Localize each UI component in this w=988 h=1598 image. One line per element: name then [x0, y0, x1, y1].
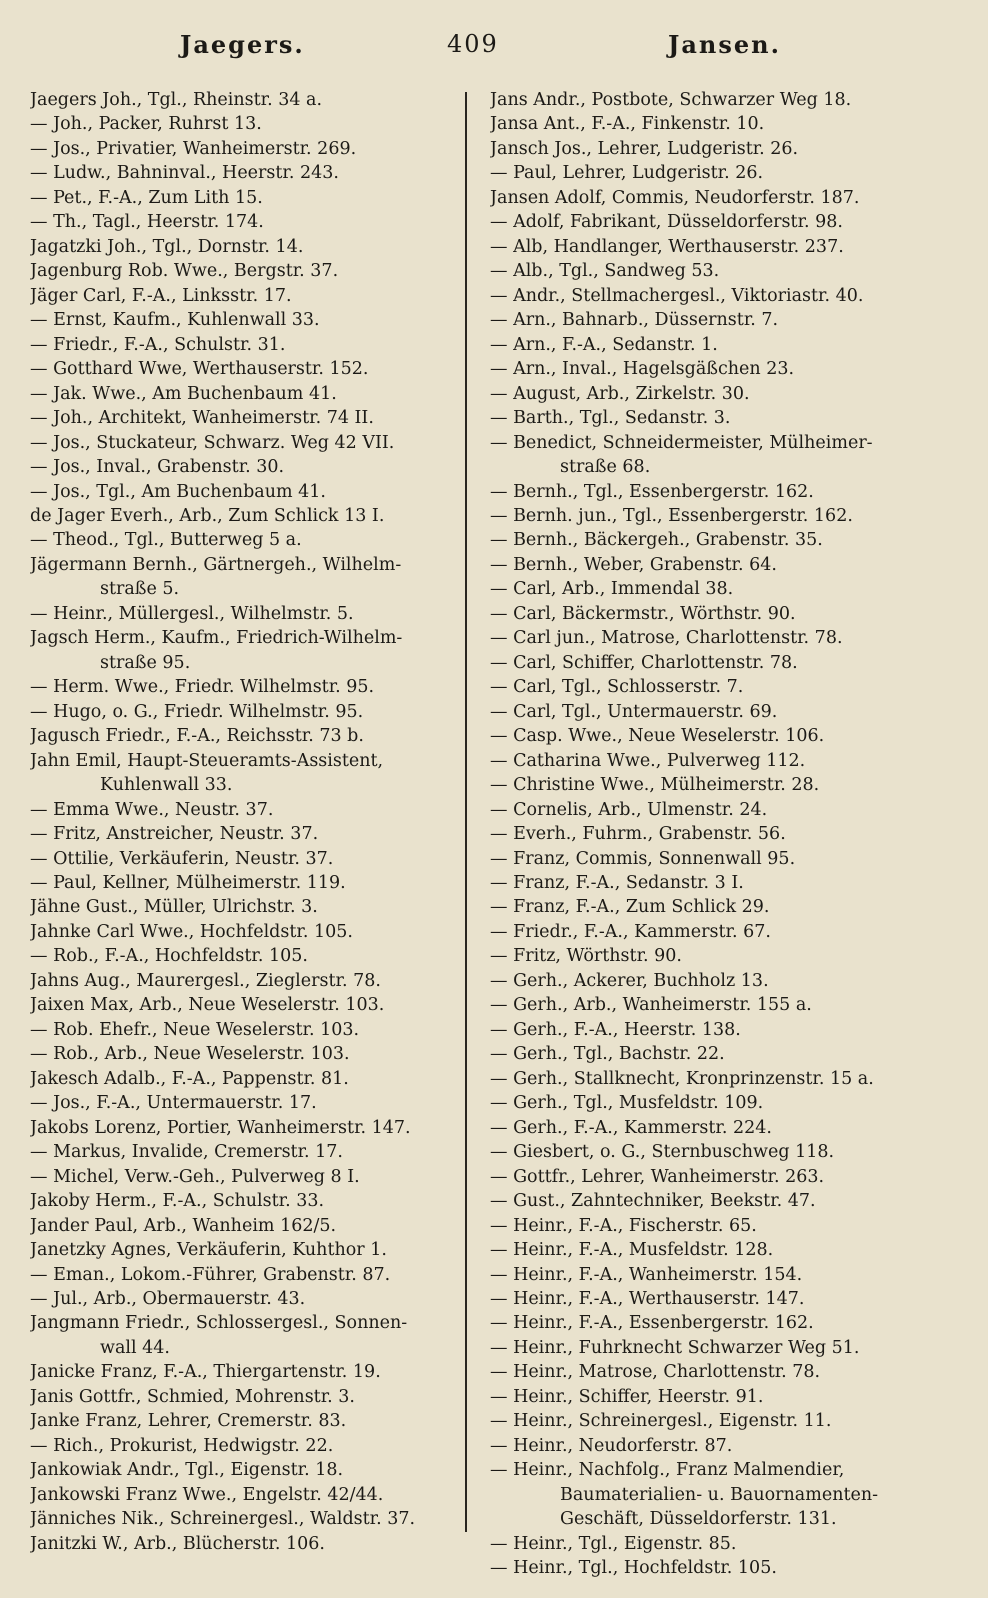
- directory-entry: Jankowski Franz Wwe., Engelstr. 42/44.: [30, 1484, 384, 1505]
- directory-entry: — Cornelis, Arb., Ulmenstr. 24.: [490, 799, 768, 820]
- directory-entry: — Heinr., Neudorferstr. 87.: [490, 1435, 733, 1456]
- directory-entry: — Bernh., Weber, Grabenstr. 64.: [490, 554, 777, 575]
- directory-entry: Janetzky Agnes, Verkäuferin, Kuhthor 1.: [30, 1240, 387, 1261]
- directory-entry: — Paul, Lehrer, Ludgeristr. 26.: [490, 163, 764, 184]
- directory-entry: — Casp. Wwe., Neue Weselerstr. 106.: [490, 726, 825, 747]
- directory-entry: — Jak. Wwe., Am Buchenbaum 41.: [30, 383, 337, 404]
- directory-entry: — Heinr., Tgl., Eigenstr. 85.: [490, 1533, 737, 1554]
- directory-entry: — Heinr., Fuhrknecht Schwarzer Weg 51.: [490, 1337, 860, 1358]
- directory-entry: Jagsch Herm., Kaufm., Friedrich-Wilhelm-: [30, 628, 403, 649]
- directory-entry: Jaegers Joh., Tgl., Rheinstr. 34 a.: [30, 90, 323, 110]
- directory-entry: — Heinr., Schreinergesl., Eigenstr. 11.: [490, 1411, 832, 1432]
- directory-entry: — Ottilie, Verkäuferin, Neustr. 37.: [30, 848, 334, 869]
- directory-entry: — Carl, Tgl., Schlosserstr. 7.: [490, 677, 744, 698]
- directory-entry: — Emma Wwe., Neustr. 37.: [30, 799, 274, 820]
- directory-entry: — Arn., Inval., Hagelsgäßchen 23.: [490, 359, 795, 380]
- directory-entry: Jagusch Friedr., F.-A., Reichsstr. 73 b.: [30, 726, 364, 747]
- directory-entry: — Gerh., F.-A., Heerstr. 138.: [490, 1019, 741, 1040]
- directory-entry: — Arn., Bahnarb., Düssernstr. 7.: [490, 310, 779, 331]
- directory-entry: wall 44.: [100, 1337, 170, 1358]
- directory-entry: Jahns Aug., Maurergesl., Zieglerstr. 78.: [30, 970, 381, 991]
- directory-entry: Janitzki W., Arb., Blücherstr. 106.: [30, 1533, 325, 1554]
- directory-entry: Janis Gottfr., Schmied, Mohrenstr. 3.: [30, 1386, 355, 1407]
- directory-entry: Jansa Ant., F.-A., Finkenstr. 10.: [490, 114, 765, 135]
- directory-entry: — Heinr., F.-A., Fischerstr. 65.: [490, 1215, 757, 1236]
- header-right-name: Jansen.: [668, 30, 781, 59]
- directory-entry: Jangmann Friedr., Schlossergesl., Sonnen-: [30, 1313, 408, 1334]
- directory-entry: — Franz, F.-A., Zum Schlick 29.: [490, 897, 770, 918]
- directory-entry: Jander Paul, Arb., Wanheim 162/5.: [30, 1215, 337, 1236]
- directory-entry: — Gottfr., Lehrer, Wanheimerstr. 263.: [490, 1166, 825, 1187]
- directory-entry: Janke Franz, Lehrer, Cremerstr. 83.: [30, 1411, 347, 1432]
- directory-entry: — Fritz, Anstreicher, Neustr. 37.: [30, 824, 319, 845]
- directory-entry: Jans Andr., Postbote, Schwarzer Weg 18.: [490, 90, 852, 110]
- directory-entry: — Heinr., F.-A., Wanheimerstr. 154.: [490, 1264, 803, 1285]
- directory-entry: — Heinr., F.-A., Musfeldstr. 128.: [490, 1240, 774, 1261]
- directory-entry: — Th., Tagl., Heerstr. 174.: [30, 212, 264, 233]
- right-column: [490, 88, 930, 1581]
- directory-entry: — Arn., F.-A., Sedanstr. 1.: [490, 334, 718, 355]
- directory-entry: — Gerh., Tgl., Bachstr. 22.: [490, 1044, 725, 1065]
- directory-entry: — Gerh., Ackerer, Buchholz 13.: [490, 970, 769, 991]
- directory-entry: — Christine Wwe., Mülheimerstr. 28.: [490, 775, 820, 796]
- directory-entry: — Alb, Handlanger, Werthauserstr. 237.: [490, 236, 844, 257]
- directory-entry: — Franz, Commis, Sonnenwall 95.: [490, 848, 796, 869]
- directory-entry: Jakesch Adalb., F.-A., Pappenstr. 81.: [30, 1068, 349, 1089]
- directory-entry: Jäger Carl, F.-A., Linksstr. 17.: [30, 285, 292, 306]
- directory-entry: — Fritz, Wörthstr. 90.: [490, 946, 682, 967]
- directory-entry: — Carl, Bäckermstr., Wörthstr. 90.: [490, 603, 796, 624]
- directory-entry: — Carl, Tgl., Untermauerstr. 69.: [490, 701, 778, 722]
- directory-entry: — Bernh. jun., Tgl., Essenbergerstr. 162.: [490, 505, 853, 526]
- directory-entry: Jankowiak Andr., Tgl., Eigenstr. 18.: [30, 1460, 344, 1481]
- directory-entry: — Heinr., Tgl., Hochfeldstr. 105.: [490, 1558, 777, 1579]
- directory-entry: — Rob., Arb., Neue Weselerstr. 103.: [30, 1044, 350, 1065]
- directory-entry: straße 68.: [560, 457, 651, 478]
- directory-entry: — Andr., Stellmachergesl., Viktoriastr. 40.: [490, 285, 864, 306]
- directory-entry: — Rob. Ehefr., Neue Weselerstr. 103.: [30, 1019, 360, 1040]
- directory-entry: Jahn Emil, Haupt-Steueramts-Assistent,: [30, 750, 384, 771]
- directory-entry: — Jos., Inval., Grabenstr. 30.: [30, 457, 285, 478]
- directory-entry: — Joh., Packer, Ruhrst 13.: [30, 114, 262, 135]
- directory-entry: — Carl jun., Matrose, Charlottenstr. 78.: [490, 628, 843, 649]
- directory-entry: Jansch Jos., Lehrer, Ludgeristr. 26.: [490, 138, 799, 159]
- directory-entry: Jansen Adolf, Commis, Neudorferstr. 187.: [490, 187, 860, 208]
- directory-entry: — Jos., F.-A., Untermauerstr. 17.: [30, 1093, 317, 1114]
- directory-entry: — Heinr., Nachfolg., Franz Malmendier,: [490, 1460, 845, 1481]
- directory-entry: Jänniches Nik., Schreinergesl., Waldstr. 37.: [30, 1509, 416, 1530]
- directory-entry: — Rob., F.-A., Hochfeldstr. 105.: [30, 946, 308, 967]
- directory-entry: — Gerh., Tgl., Musfeldstr. 109.: [490, 1093, 764, 1114]
- directory-entry: — Herm. Wwe., Friedr. Wilhelmstr. 95.: [30, 677, 375, 698]
- directory-entry: Kuhlenwall 33.: [100, 775, 233, 796]
- page-number: 409: [447, 30, 499, 58]
- directory-entry: — Michel, Verw.-Geh., Pulverweg 8 I.: [30, 1166, 360, 1187]
- directory-entry: — Adolf, Fabrikant, Düsseldorferstr. 98.: [490, 212, 843, 233]
- directory-entry: — Heinr., F.-A., Essenbergerstr. 162.: [490, 1313, 814, 1334]
- directory-entry: — Carl, Arb., Immendal 38.: [490, 579, 734, 600]
- directory-entry: — Rich., Prokurist, Hedwigstr. 22.: [30, 1435, 334, 1456]
- directory-entry: straße 5.: [100, 579, 180, 600]
- directory-entry: — Markus, Invalide, Cremerstr. 17.: [30, 1142, 343, 1163]
- directory-entry: — Hugo, o. G., Friedr. Wilhelmstr. 95.: [30, 701, 364, 722]
- directory-entry: — Friedr., F.-A., Schulstr. 31.: [30, 334, 286, 355]
- directory-entry: — Jos., Tgl., Am Buchenbaum 41.: [30, 481, 326, 502]
- directory-entry: — Jul., Arb., Obermauerstr. 43.: [30, 1288, 306, 1309]
- left-column: [30, 88, 470, 1556]
- directory-entry: — Gerh., Stallknecht, Kronprinzenstr. 15 a.: [490, 1068, 874, 1089]
- directory-entry: Jagenburg Rob. Wwe., Bergstr. 37.: [30, 261, 339, 282]
- directory-entry: Jägermann Bernh., Gärtnergeh., Wilhelm-: [30, 554, 402, 575]
- directory-entry: Jähne Gust., Müller, Ulrichstr. 3.: [30, 897, 318, 918]
- directory-entry: — Barth., Tgl., Sedanstr. 3.: [490, 408, 731, 429]
- directory-entry: — Heinr., F.-A., Werthauserstr. 147.: [490, 1288, 805, 1309]
- directory-entry: Jakoby Herm., F.-A., Schulstr. 33.: [30, 1191, 325, 1212]
- directory-entry: — Heinr., Matrose, Charlottenstr. 78.: [490, 1362, 821, 1383]
- directory-entry: — Paul, Kellner, Mülheimerstr. 119.: [30, 873, 346, 893]
- directory-entry: — Heinr., Schiffer, Heerstr. 91.: [490, 1386, 764, 1407]
- directory-entry: — Everh., Fuhrm., Grabenstr. 56.: [490, 824, 786, 845]
- directory-entry: Janicke Franz, F.-A., Thiergartenstr. 19.: [30, 1362, 381, 1383]
- directory-entry: — Giesbert, o. G., Sternbuschweg 118.: [490, 1142, 835, 1163]
- directory-entry: Jagatzki Joh., Tgl., Dornstr. 14.: [30, 236, 304, 257]
- directory-entry: — Gotthard Wwe, Werthauserstr. 152.: [30, 359, 369, 380]
- directory-entry: — Ernst, Kaufm., Kuhlenwall 33.: [30, 310, 320, 331]
- directory-entry: — Bernh., Tgl., Essenbergerstr. 162.: [490, 481, 814, 502]
- directory-entry: — Benedict, Schneidermeister, Mülheimer-: [490, 432, 873, 453]
- directory-entry: Jahnke Carl Wwe., Hochfeldstr. 105.: [30, 921, 353, 942]
- directory-entry: — Jos., Stuckateur, Schwarz. Weg 42 VII.: [30, 432, 395, 453]
- directory-entry: straße 95.: [100, 652, 191, 673]
- directory-entry: — Friedr., F.-A., Kammerstr. 67.: [490, 921, 771, 942]
- directory-entry: — Catharina Wwe., Pulverweg 112.: [490, 750, 806, 771]
- header-left-name: Jaegers.: [180, 30, 305, 59]
- directory-entry: Baumaterialien- u. Bauornamenten-: [560, 1484, 879, 1505]
- directory-entry: — Theod., Tgl., Butterweg 5 a.: [30, 530, 302, 551]
- directory-entry: — August, Arb., Zirkelstr. 30.: [490, 383, 750, 404]
- directory-entry: — Bernh., Bäckergeh., Grabenstr. 35.: [490, 530, 823, 551]
- directory-entry: — Alb., Tgl., Sandweg 53.: [490, 261, 720, 282]
- directory-entry: — Jos., Privatier, Wanheimerstr. 269.: [30, 138, 357, 159]
- directory-entry: de Jager Everh., Arb., Zum Schlick 13 I.: [30, 505, 385, 526]
- directory-entry: Geschäft, Düsseldorferstr. 131.: [560, 1509, 837, 1530]
- directory-entry: — Ludw., Bahninval., Heerstr. 243.: [30, 163, 339, 184]
- directory-entry: — Heinr., Müllergesl., Wilhelmstr. 5.: [30, 603, 354, 624]
- directory-entry: — Gerh., F.-A., Kammerstr. 224.: [490, 1117, 772, 1138]
- directory-entry: — Gerh., Arb., Wanheimerstr. 155 a.: [490, 995, 812, 1016]
- directory-entry: — Joh., Architekt, Wanheimerstr. 74 II.: [30, 408, 374, 429]
- directory-entry: Jaixen Max, Arb., Neue Weselerstr. 103.: [30, 995, 385, 1016]
- directory-entry: — Carl, Schiffer, Charlottenstr. 78.: [490, 652, 798, 673]
- directory-entry: — Eman., Lokom.-Führer, Grabenstr. 87.: [30, 1264, 391, 1285]
- directory-entry: Jakobs Lorenz, Portier, Wanheimerstr. 147.: [30, 1117, 411, 1138]
- directory-entry: — Gust., Zahntechniker, Beekstr. 47.: [490, 1191, 816, 1212]
- directory-entry: — Franz, F.-A., Sedanstr. 3 I.: [490, 873, 744, 893]
- directory-entry: — Pet., F.-A., Zum Lith 15.: [30, 187, 263, 208]
